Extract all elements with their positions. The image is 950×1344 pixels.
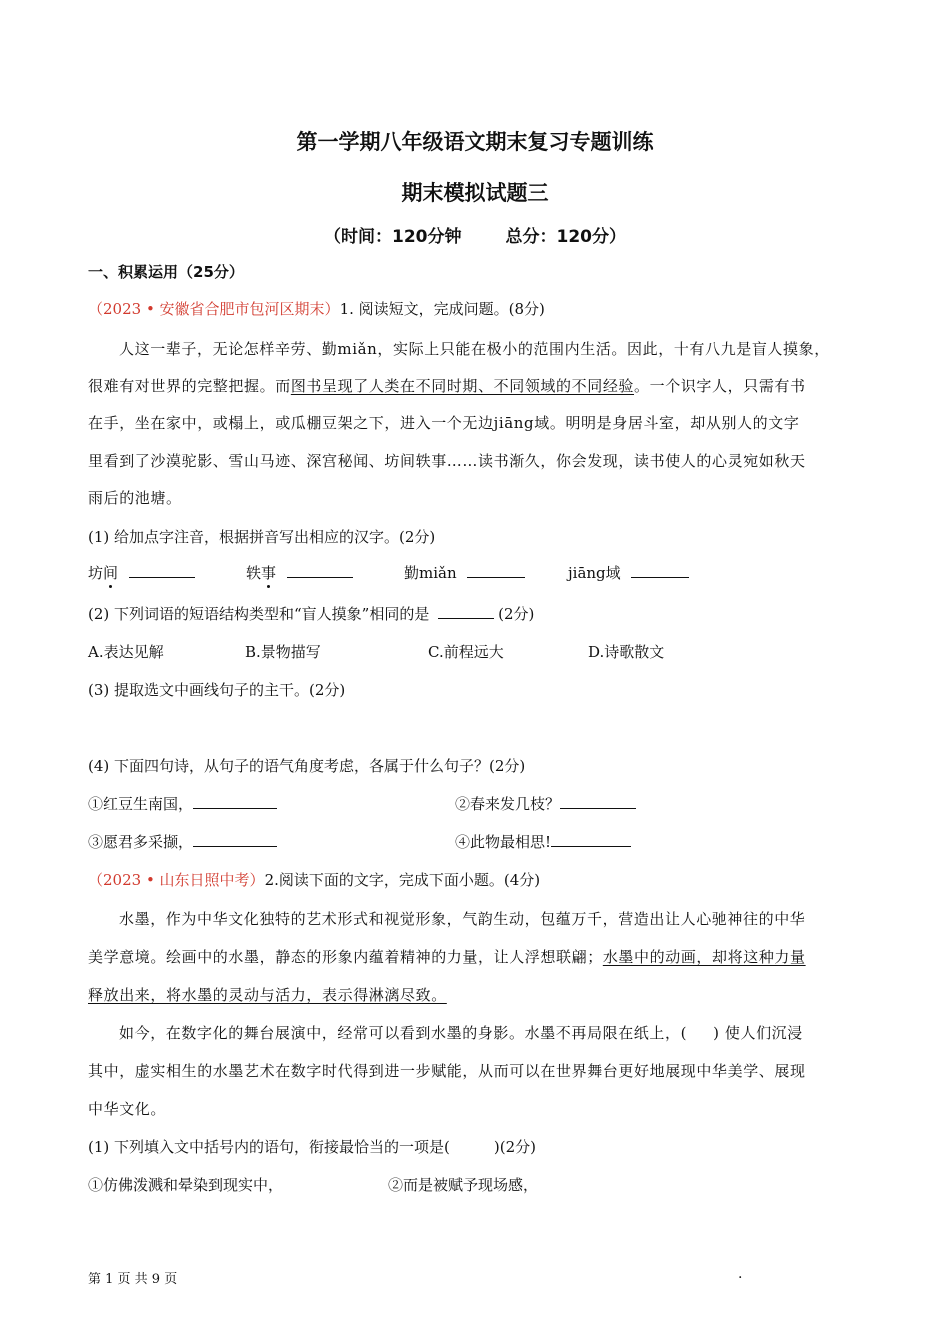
answer-blank[interactable] bbox=[467, 563, 525, 578]
poem-text: ①红豆生南国， bbox=[88, 795, 194, 813]
page-subtitle: 期末模拟试题三 bbox=[401, 181, 549, 205]
sub-question-text: (2) 下列词语的短语结构类型和“盲人摸象”相同的是 bbox=[88, 605, 430, 623]
sentence-option-1: ①仿佛泼溅和晕染到现实中， bbox=[88, 1176, 284, 1194]
passage-line bbox=[88, 375, 806, 397]
option-d[interactable]: D.诗歌散文 bbox=[588, 643, 665, 661]
poem-item-3 bbox=[88, 831, 277, 852]
exam-time: （时间：120分钟 bbox=[324, 227, 462, 247]
poem-text: ②春来发几枝？ bbox=[455, 795, 561, 813]
underlined-sentence: 图书呈现了人类在不同时期、不同领域的不同经验 bbox=[290, 377, 635, 395]
sub-question-4: (4) 下面四句诗，从句子的语气角度考虑，各属于什么句子？(2分) bbox=[88, 757, 526, 775]
passage-line: 中华文化。 bbox=[88, 1100, 167, 1118]
sub-question-points: (2分) bbox=[498, 605, 535, 623]
passage-text: 很难有对世界的完整把握。而 bbox=[88, 377, 291, 395]
question-2-header bbox=[88, 869, 540, 891]
answer-blank[interactable] bbox=[129, 563, 195, 578]
item-text: 勤miǎn bbox=[404, 564, 457, 582]
poem-text: ④此物最相思! bbox=[455, 833, 552, 851]
answer-blank[interactable] bbox=[193, 794, 277, 809]
dotted-char: 间 bbox=[103, 564, 119, 582]
passage-line bbox=[88, 984, 447, 1006]
question-source: （2023 • 山东日照中考） bbox=[88, 871, 265, 889]
page-number: 第 1 页 共 9 页 bbox=[88, 1272, 178, 1287]
sub-question-1: (1) 给加点字注音，根据拼音写出相应的汉字。(2分) bbox=[88, 528, 436, 546]
passage-text: 如今，在数字化的舞台展演中，经常可以看到水墨的身影。水墨不再局限在纸上，( bbox=[119, 1024, 688, 1042]
item-char: 轶 bbox=[246, 564, 262, 582]
sub-question-text: (1) 下列填入文中括号内的语句，衔接最恰当的一项是( bbox=[88, 1138, 450, 1156]
answer-blank[interactable] bbox=[551, 832, 631, 847]
passage-line: 雨后的池塘。 bbox=[88, 489, 182, 507]
passage-line: 水墨，作为中华文化独特的艺术形式和视觉形象，气韵生动，包蕴万千，营造出让人心驰神往的中华 bbox=[119, 910, 806, 928]
question-source: （2023 • 安徽省合肥市包河区期末） bbox=[88, 300, 340, 318]
answer-blank[interactable] bbox=[287, 563, 353, 578]
fill-item-2 bbox=[246, 562, 353, 583]
item-text: jiāng域 bbox=[568, 564, 621, 582]
passage-text: ) 使人们沉浸 bbox=[713, 1024, 803, 1042]
answer-blank[interactable] bbox=[438, 604, 494, 619]
exam-info bbox=[0, 222, 950, 247]
fill-item-1 bbox=[88, 562, 195, 583]
answer-blank[interactable] bbox=[631, 563, 689, 578]
section-heading: 一、积累运用（25分） bbox=[88, 263, 244, 281]
passage-line: 里看到了沙漠驼影、雪山马迹、深宫秘闻、坊间轶事……读书渐久，你会发现，读书使人的心灵宛如秋天 bbox=[88, 452, 806, 470]
exam-score: 总分：120分） bbox=[505, 227, 626, 247]
fill-item-3 bbox=[404, 562, 525, 583]
poem-item-4 bbox=[455, 831, 631, 852]
question-1-header bbox=[88, 298, 545, 320]
passage-line: 在手，坐在家中，或榻上，或瓜棚豆架之下，进入一个无边jiāng域。明明是身居斗室，却从别人的文字 bbox=[88, 414, 800, 432]
option-c[interactable]: C.前程远大 bbox=[428, 643, 504, 661]
underlined-sentence: 水墨中的动画，却将这种力量 bbox=[602, 948, 806, 966]
option-a[interactable]: A.表达见解 bbox=[88, 643, 164, 661]
option-b[interactable]: B.景物描写 bbox=[245, 643, 321, 661]
dotted-char: 事 bbox=[261, 564, 277, 582]
poem-item-2 bbox=[455, 793, 636, 814]
sub-question-points: )(2分) bbox=[493, 1138, 536, 1156]
sub-question-q2-1 bbox=[88, 1136, 536, 1158]
passage-line: 人这一辈子，无论怎样辛劳、勤miǎn，实际上只能在极小的范围内生活。因此，十有八九是盲人摸象， bbox=[119, 340, 830, 358]
passage-line bbox=[88, 946, 806, 968]
poem-text: ③愿君多采撷， bbox=[88, 833, 194, 851]
passage-text: 美学意境。绘画中的水墨，静态的形象内蕴着精神的力量，让人浮想联翩； bbox=[88, 948, 603, 966]
underlined-sentence: 释放出来，将水墨的灵动与活力，表示得淋漓尽致。 bbox=[88, 986, 447, 1004]
answer-blank[interactable] bbox=[193, 832, 277, 847]
footer-dot: . bbox=[738, 1266, 743, 1282]
answer-blank[interactable] bbox=[560, 794, 636, 809]
fill-item-4 bbox=[568, 562, 689, 583]
sub-question-3: (3) 提取选文中画线句子的主干。(2分) bbox=[88, 681, 346, 699]
passage-line bbox=[119, 1022, 803, 1044]
passage-line: 其中，虚实相生的水墨艺术在数字时代得到进一步赋能，从而可以在世界舞台更好地展现中华美学、展现 bbox=[88, 1062, 806, 1080]
item-char: 坊 bbox=[88, 564, 104, 582]
sub-question-2 bbox=[88, 603, 534, 625]
passage-text: 。一个识字人，只需有书 bbox=[634, 377, 806, 395]
sentence-option-2: ②而是被赋予现场感， bbox=[388, 1176, 539, 1194]
page-title: 第一学期八年级语文期末复习专题训练 bbox=[296, 130, 654, 154]
question-stem: 2.阅读下面的文字，完成下面小题。(4分) bbox=[264, 871, 541, 889]
poem-item-1 bbox=[88, 793, 277, 814]
question-stem: 1. 阅读短文，完成问题。(8分) bbox=[339, 300, 545, 318]
